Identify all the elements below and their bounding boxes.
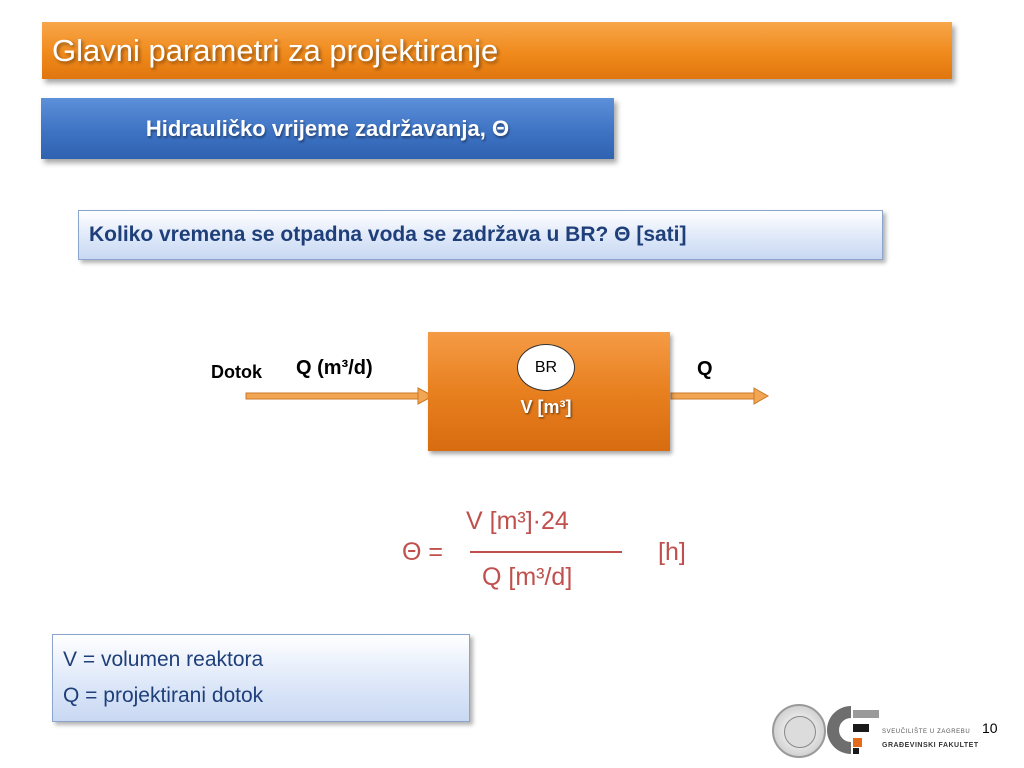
legend-box — [52, 634, 470, 722]
formula-numerator: V [m³]·24 — [466, 507, 569, 535]
footer-logos — [772, 696, 982, 760]
outflow-q-label: Q — [697, 358, 713, 380]
inflow-arrow — [246, 388, 433, 404]
inflow-q-label: Q (m³/d) — [296, 357, 373, 379]
reactor-volume-label: V [m³] — [520, 397, 572, 417]
slide-title: Glavni parametri za projektiranje — [52, 32, 499, 68]
reactor-name-badge: BR — [517, 344, 575, 391]
question-text: Koliko vremena se otpadna voda se zadržava u BR? Θ [sati] — [89, 223, 687, 246]
slide-subtitle: Hidrauličko vrijeme zadržavanja, Θ — [145, 115, 510, 141]
faculty-logo-icon — [825, 702, 880, 758]
legend-line-inflow: Q = projektirani dotok — [63, 684, 264, 707]
formula-lhs: Θ = — [402, 538, 443, 566]
faculty-name: GRAĐEVINSKI FAKULTET — [882, 742, 979, 749]
outflow-arrow — [671, 388, 768, 404]
university-name: SVEUČILIŠTE U ZAGREBU — [882, 729, 971, 735]
formula-unit: [h] — [658, 538, 686, 566]
university-seal-icon — [772, 704, 826, 758]
legend-line-volume: V = volumen reaktora — [63, 648, 264, 671]
inflow-label: Dotok — [211, 362, 262, 382]
page-number: 10 — [982, 720, 998, 736]
fraction-line — [470, 551, 622, 553]
formula-denominator: Q [m³/d] — [482, 563, 573, 591]
